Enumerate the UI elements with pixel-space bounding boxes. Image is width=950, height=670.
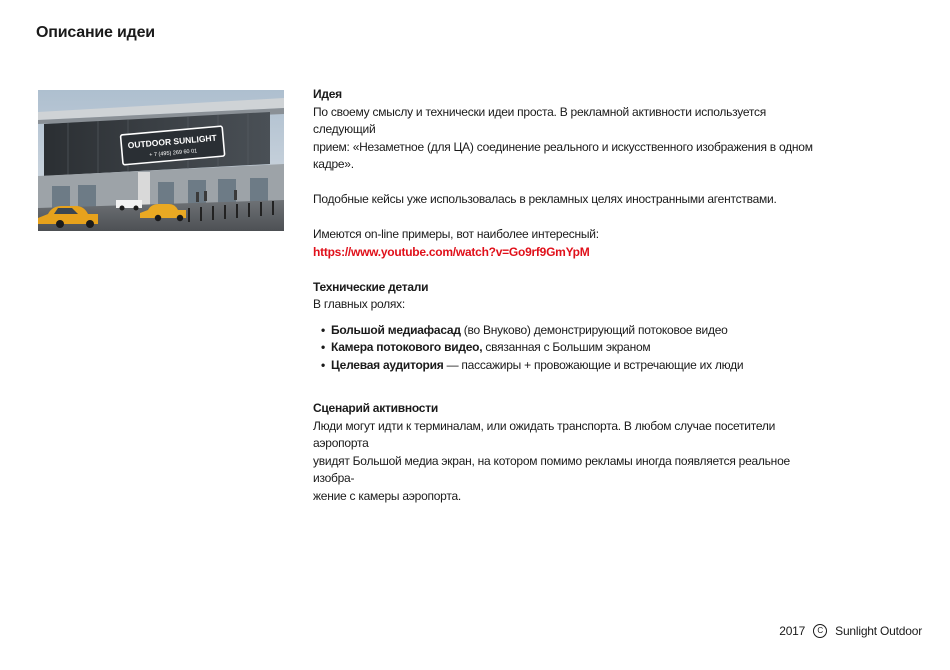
youtube-link[interactable]: https://www.youtube.com/watch?v=Go9rf9GmYpM: [313, 244, 590, 259]
svg-text:+ 7 (495) 269 60 01: + 7 (495) 269 60 01: [149, 148, 198, 159]
scenario-line3: жение с камеры аэропорта.: [313, 488, 461, 503]
scenario-line1: Люди могут идти к терминалам, или ожидать транспорта. В любом случае посетители аэропорта: [313, 418, 776, 450]
airport-mediafacade-photo: [38, 90, 284, 231]
roles-list: [313, 322, 823, 375]
footer-year: 2017: [779, 624, 806, 638]
footer-company: Sunlight Outdoor: [835, 624, 922, 638]
examples-intro: Имеются on-line примеры, вот наиболее интересный:: [313, 227, 599, 241]
tech-intro: В главных ролях:: [313, 297, 406, 311]
footer: [779, 624, 922, 638]
content-column: [313, 86, 823, 505]
idea-text-line1: По своему смыслу и технически идеи проста. В рекламной активности используется следующий: [313, 104, 766, 136]
list-item: • Камера потокового видео, связанная с Большим экраном: [321, 339, 823, 357]
idea-heading: Идея: [313, 87, 342, 101]
tech-heading: Технические детали: [313, 279, 429, 294]
page-title: Описание идеи: [36, 24, 155, 41]
list-item: • Большой медиафасад (во Внуково) демонстрирующий потоковое видео: [321, 322, 823, 340]
idea-text-line2: прием: «Незаметное (для ЦА) соединение реального и искусственного изображения в одном кадре».: [313, 139, 813, 171]
copyright-icon: C: [813, 624, 827, 638]
svg-text:OUTDOOR SUNLIGHT: OUTDOOR SUNLIGHT: [127, 132, 218, 151]
list-item: • Целевая аудитория — пассажиры + провожающие и встречающие их люди: [321, 357, 823, 375]
scenario-heading: Сценарий активности: [313, 401, 438, 415]
cases-text: Подобные кейсы уже использовалась в рекламных целях иностранными агентствами.: [313, 192, 777, 206]
scenario-line2: увидят Большой медиа экран, на котором помимо рекламы иногда появляется реальное изобра-: [313, 453, 790, 485]
